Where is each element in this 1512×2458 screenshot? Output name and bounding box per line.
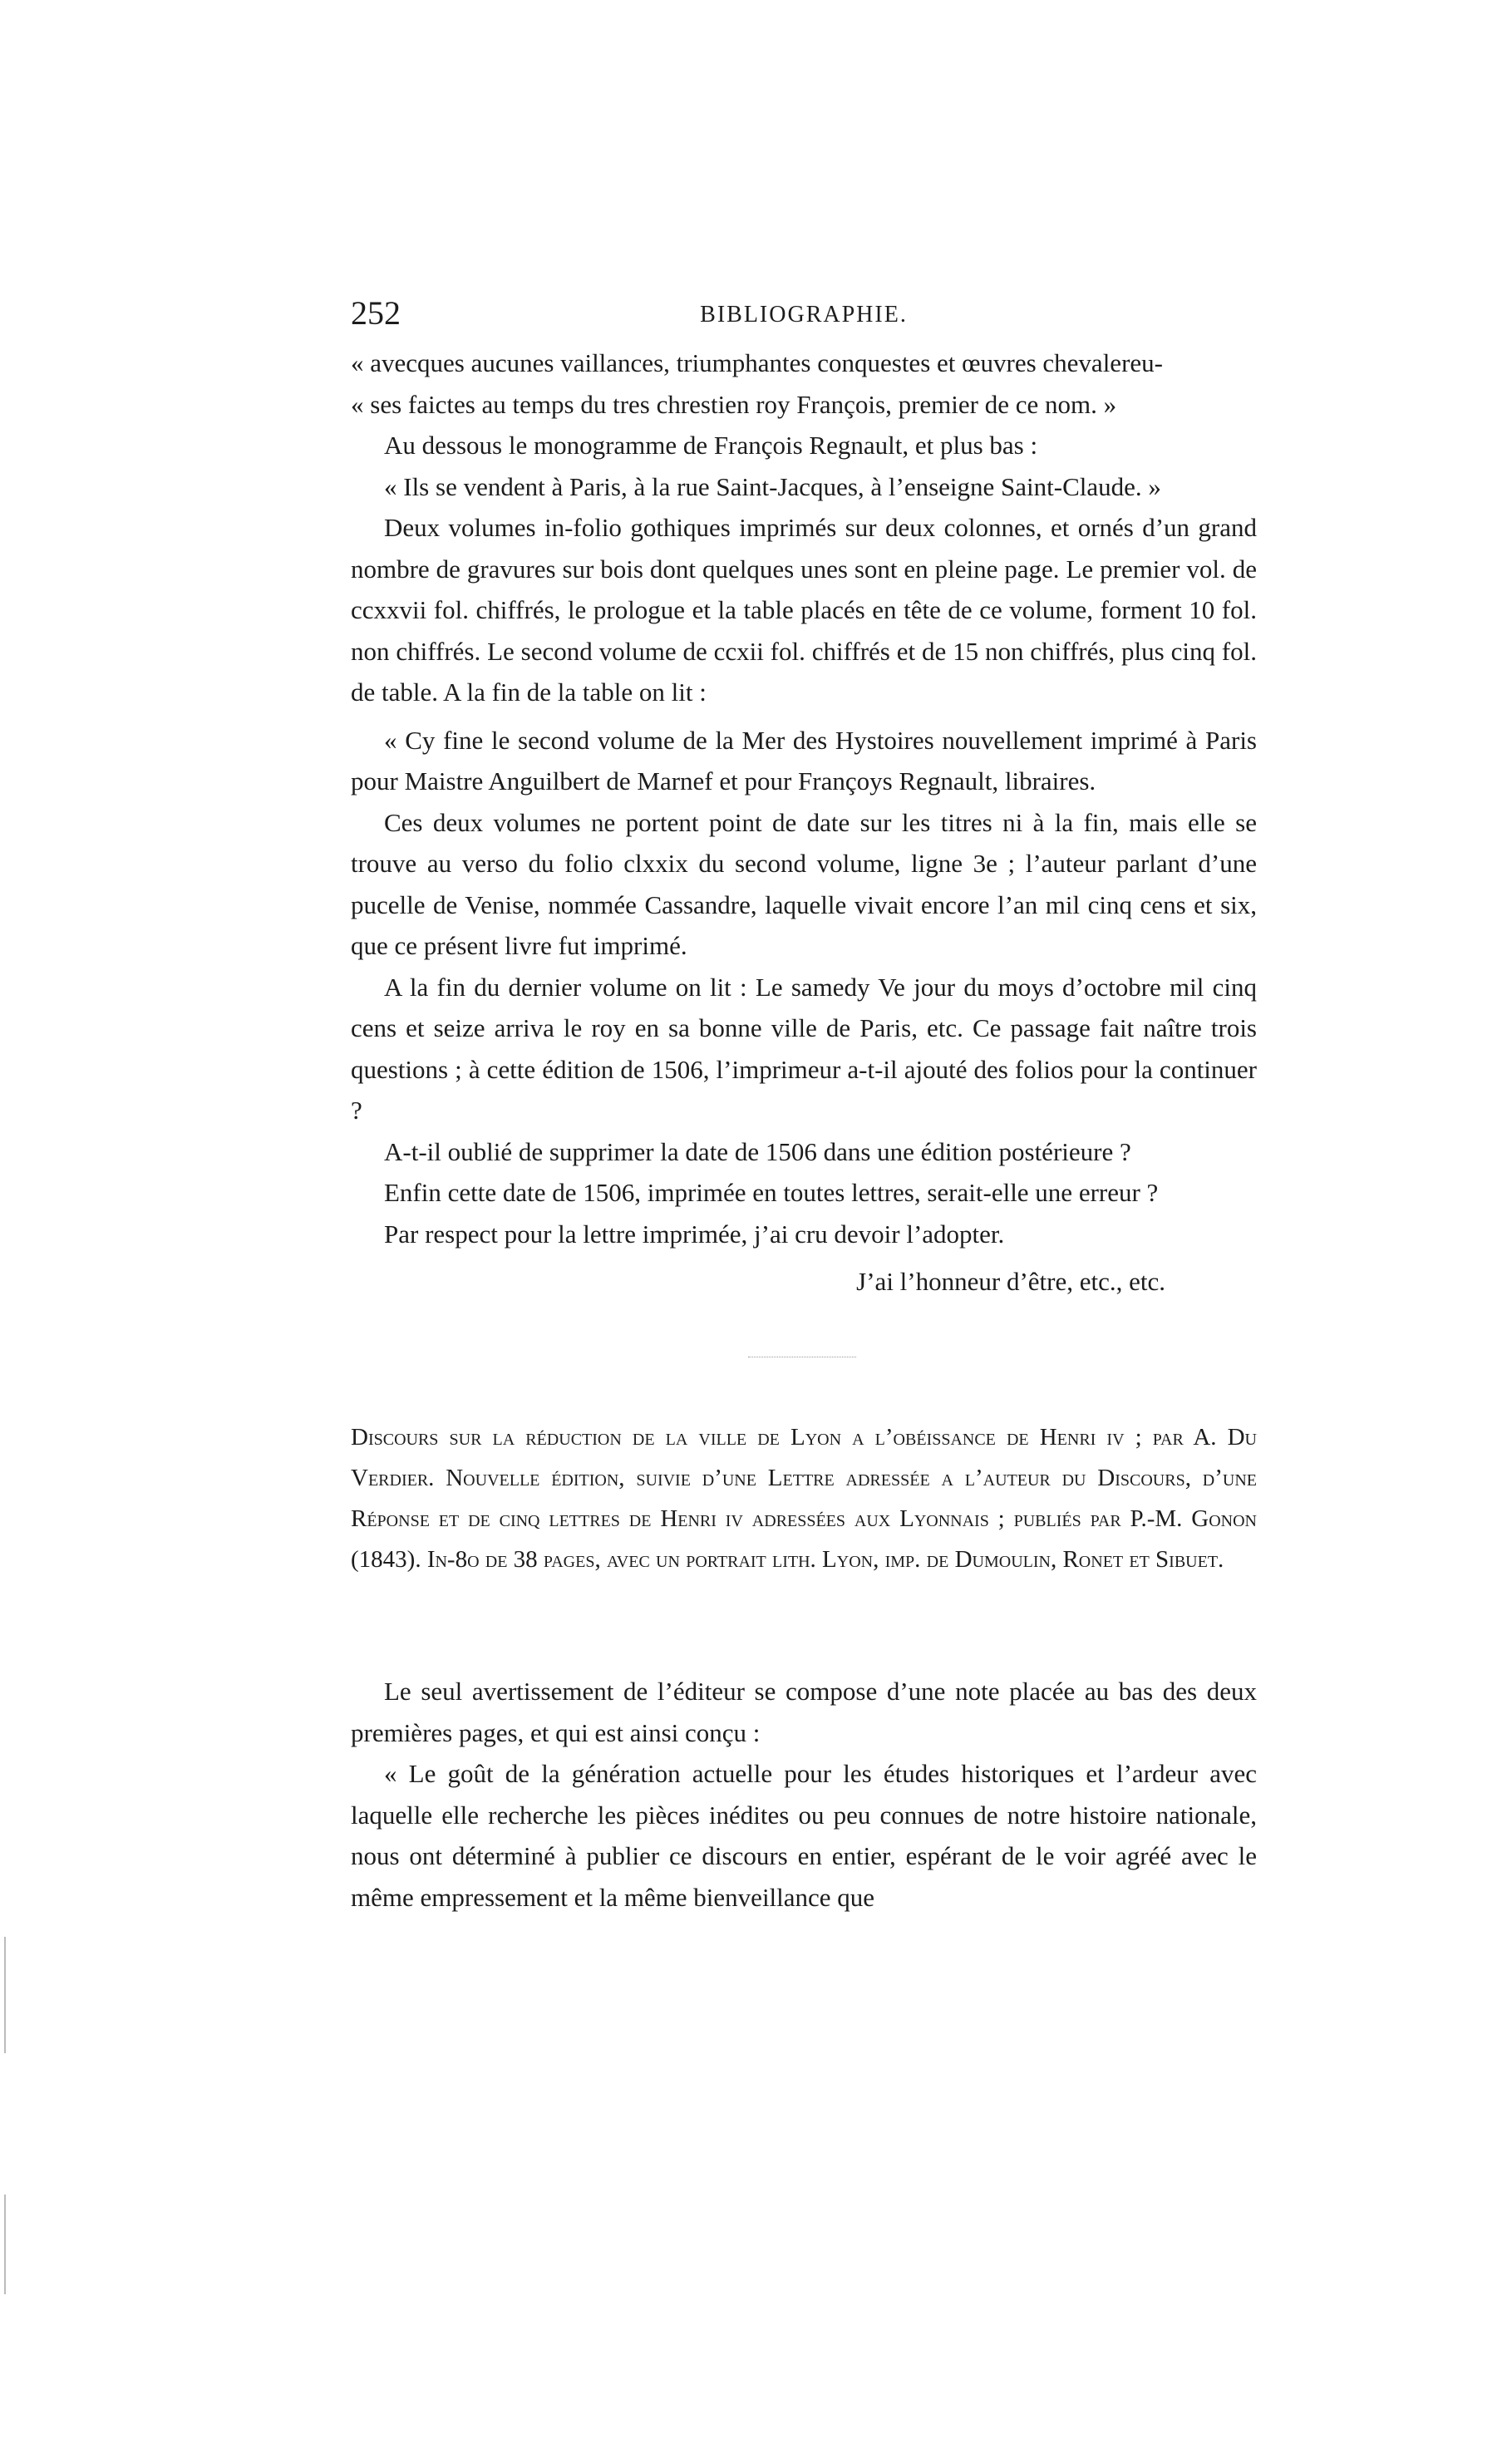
- page-number: 252: [351, 294, 401, 332]
- paragraph-respect: Par respect pour la lettre imprimée, j’ai cru devoir l’adopter.: [384, 1219, 1005, 1249]
- section-separator: [748, 1357, 856, 1362]
- body-text-1: [351, 342, 1257, 1303]
- paragraph-question-3: Enfin cette date de 1506, imprimée en toutes lettres, serait-elle une erreur ?: [384, 1178, 1159, 1207]
- paragraph-last-volume: A la fin du dernier volume on lit : Le samedy Ve jour du moys d’octobre mil cinq cens et seize arriva le roy en sa bonne ville de Paris, etc. Ce passage fait naître trois questions ; à cette édition de 1506, l’imprimeur a-t-il ajouté des folios pour la continuer ?: [351, 972, 1257, 1125]
- paragraph-question-2: A-t-il oublié de supprimer la date de 1506 dans une édition postérieure ?: [384, 1136, 1131, 1166]
- signature-line: J’ai l’honneur d’être, etc., etc.: [856, 1267, 1165, 1296]
- binding-edge-mark: [4, 2194, 6, 2294]
- page-header: [351, 293, 1257, 334]
- paragraph-quote-line-1: « avecques aucunes vaillances, triumphantes conquestes et œuvres chevalereu-: [351, 348, 1163, 377]
- bibliographic-entry: [351, 1417, 1257, 1580]
- paragraph-colophon: « Cy fine le second volume de la Mer des Hystoires nouvellement imprimé à Paris pour Maistre Anguilbert de Marnef et pour Françoys Regnault, libraires.: [351, 725, 1257, 796]
- paragraph-imprint: « Ils se vendent à Paris, à la rue Saint-Jacques, à l’enseigne Saint-Claude. »: [384, 471, 1161, 501]
- running-title: BIBLIOGRAPHIE.: [700, 302, 908, 328]
- paragraph-avertissement: Le seul avertissement de l’éditeur se compose d’une note placée au bas des deux premières pages, et qui est ainsi conçu :: [351, 1677, 1257, 1747]
- entry-title: Discours sur la réduction de la ville de Lyon a l’obéissance de Henri iv ; par A. Du Verdier. Nouvelle édition, suivie d’une Lettre adressée a l’auteur du Discours, d’une Réponse et de cinq lettres de Henri iv adressées aux Lyonnais ; publiés par P.-M. Gonon (1843). In-8o de 38 pages, avec un portrait lith. Lyon, imp. de Dumoulin, Ronet et Sibuet.: [351, 1424, 1257, 1573]
- paragraph-quote-gout: « Le goût de la génération actuelle pour les études historiques et l’ardeur avec laquelle elle recherche les pièces inédites ou peu connues de notre histoire nationale, nous ont déterminé à publier ce discours en entier, espérant de le voir agréé avec le même empressement et la même bienveillance que: [351, 1759, 1257, 1912]
- paragraph-volumes: Deux volumes in-folio gothiques imprimés sur deux colonnes, et ornés d’un grand nombre de gravures sur bois dont quelques unes sont en pleine page. Le premier vol. de ccxxvii fol. chiffrés, le prologue et la table placés en tête de ce volume, forment 10 fol. non chiffrés. Le second volume de ccxii fol. chiffrés et de 15 non chiffrés, plus cinq fol. de table. A la fin de la table on lit :: [351, 513, 1257, 707]
- body-text-2: [351, 1671, 1257, 1918]
- paragraph-monogram: Au dessous le monogramme de François Regnault, et plus bas :: [384, 431, 1038, 460]
- paragraph-date: Ces deux volumes ne portent point de date sur les titres ni à la fin, mais elle se trouve au verso du folio clxxix du second volume, ligne 3e ; l’auteur parlant d’une pucelle de Venise, nommée Cassandre, laquelle vivait encore l’an mil cinq cens et six, que ce présent livre fut imprimé.: [351, 807, 1257, 960]
- paragraph-quote-line-2: « ses faictes au temps du tres chrestien roy François, premier de ce nom. »: [351, 389, 1117, 419]
- binding-edge-mark: [4, 1937, 6, 2053]
